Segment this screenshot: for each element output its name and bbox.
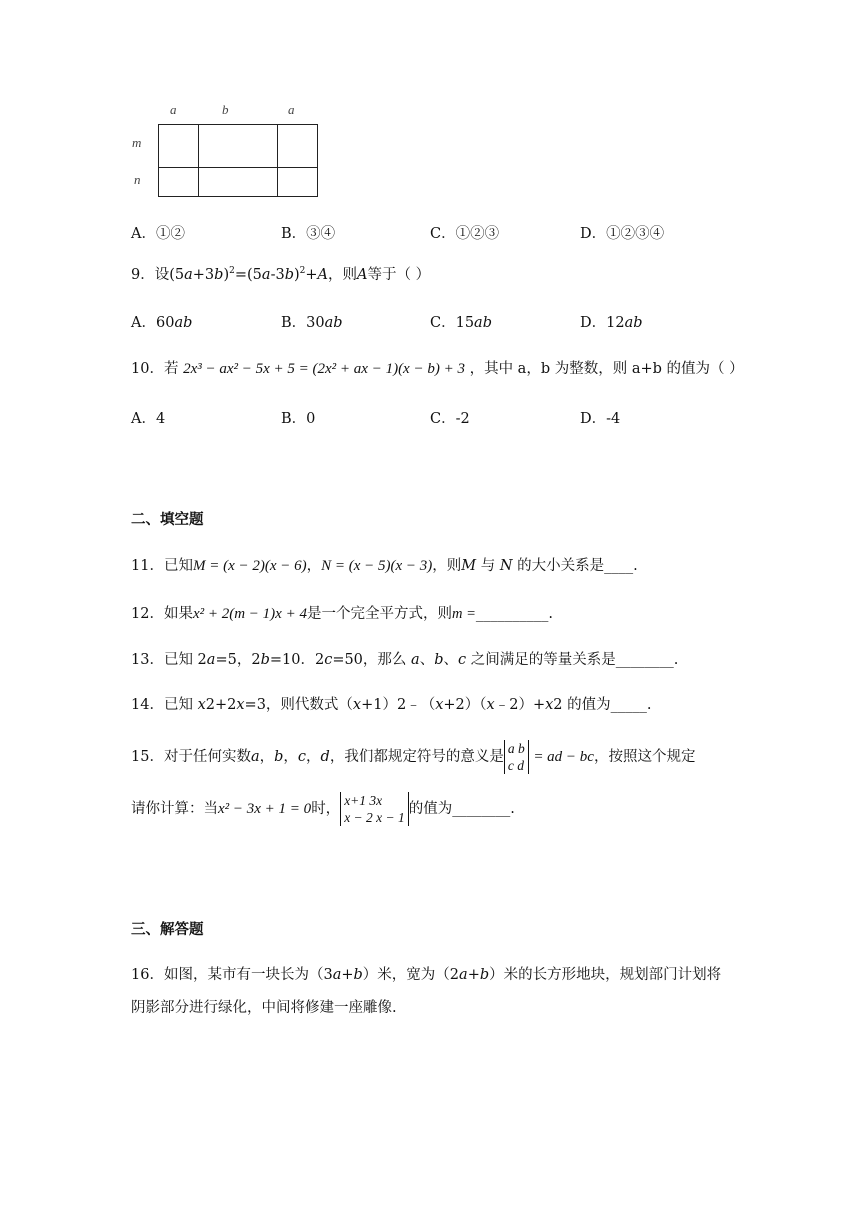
q14-var-x: x	[435, 697, 444, 713]
q15-text: ，按照这个规定	[593, 749, 696, 765]
q10-option-b: B．0	[281, 411, 316, 427]
q10-text: ，其中 a，b 为整数，则 a+b 的值为（ ）	[469, 361, 744, 377]
q15-det1-row2: c d	[507, 758, 524, 773]
q9-exponent: 2	[229, 266, 235, 276]
q10-equation: 2x³ − ax² − 5x + 5 = (2x² + ax − 1)(x − b) + 3	[183, 361, 465, 377]
q11-var-M: M	[461, 558, 477, 574]
q15-stem-line1	[131, 740, 695, 774]
q15-var-a: a	[250, 749, 260, 765]
q9-text: )	[223, 267, 230, 283]
q14-var-x: x	[352, 697, 362, 713]
q15-var-b: b	[274, 749, 284, 765]
q9-text: 等于（ ）	[367, 267, 431, 283]
q16-stem-line1	[131, 963, 721, 984]
q10-stem	[131, 357, 744, 378]
grid-top-label-a1: a	[170, 102, 177, 117]
q16-stem-line2: 阴影部分进行绿化，中间将修建一座雕像.	[131, 1000, 397, 1016]
q15-det2-row1: x+1 3x	[344, 793, 383, 808]
q11-N-expression: N = (x − 5)(x − 3)	[321, 558, 433, 574]
q9-var-A: A	[317, 267, 329, 283]
q9-text: +3	[192, 267, 215, 283]
q12-blank: __________.	[475, 606, 553, 622]
q14-var-x: x	[236, 697, 245, 713]
q10-number: 10．若	[131, 361, 179, 377]
grid-top-label-a2: a	[288, 102, 295, 117]
q15-text: 请你计算：当	[131, 801, 218, 817]
grid-line-v4	[317, 124, 318, 197]
q11-text: 的大小关系是____.	[512, 558, 638, 574]
q11-M-expression: M = (x − 2)(x − 6)	[192, 558, 307, 574]
q14-var-x: x	[486, 697, 495, 713]
section-title-solve: 三、解答题	[131, 921, 204, 938]
q9-text: =(5	[234, 267, 262, 283]
q15-definition-rhs: = ad − bc	[533, 749, 594, 765]
q9-exponent: 2	[299, 266, 306, 276]
grid-line-v3	[277, 124, 278, 197]
q8-option-c: C．①②③	[430, 226, 500, 242]
q9-option-c: C．15ab	[430, 315, 492, 331]
q13-var-b: b	[434, 652, 444, 668]
q14-text: 2+2	[205, 697, 237, 713]
grid-figure	[128, 100, 328, 200]
q14-text: =3，则代数式（	[244, 697, 353, 713]
q9-var-A: A	[357, 267, 368, 283]
q11-separator: ，	[306, 558, 322, 574]
grid-line-v2	[198, 124, 199, 197]
q15-comma: ，	[306, 749, 321, 765]
q9-text: +	[305, 267, 318, 283]
q12-stem	[131, 602, 553, 623]
q13-var-a: a	[206, 652, 216, 668]
q15-blank: 的值为________.	[408, 801, 515, 817]
q15-comma: ，	[283, 749, 298, 765]
q13-text: 、	[419, 652, 435, 668]
q12-var-m: m =	[451, 606, 476, 622]
q15-var-c: c	[297, 749, 307, 765]
q14-text: +2）（	[443, 697, 487, 713]
q13-var-b: b	[260, 652, 270, 668]
q16-text: ）米，宽为（2	[362, 967, 460, 983]
q13-text: =50，那么	[332, 652, 412, 668]
grid-line-top	[158, 124, 318, 125]
q14-stem	[131, 693, 651, 714]
grid-side-label-n: n	[134, 172, 141, 187]
q9-option-a: A．60ab	[131, 315, 193, 331]
q14-text: 2 的值为_____.	[553, 697, 652, 713]
q16-text: +	[341, 967, 354, 983]
q16-var-b: b	[479, 967, 490, 983]
q15-stem-line2	[131, 792, 515, 826]
q16-var-a: a	[332, 967, 342, 983]
q10-option-d: D．-4	[580, 411, 621, 427]
q15-det2-row2: x − 2 x − 1	[344, 810, 405, 825]
q13-stem	[131, 648, 678, 669]
q15-determinant-expression	[340, 792, 409, 826]
q9-option-b: B．30ab	[281, 315, 343, 331]
q14-text: ﹣2）+	[494, 697, 546, 713]
q16-text: +	[467, 967, 480, 983]
grid-line-bottom	[158, 196, 318, 197]
grid-top-label-b: b	[222, 102, 229, 117]
q8-option-d: D．①②③④	[580, 226, 665, 242]
q13-text: =10．2	[269, 652, 325, 668]
q9-option-d: D．12ab	[580, 315, 643, 331]
q13-text: 、	[443, 652, 458, 668]
q14-var-x: x	[545, 697, 554, 713]
q13-var-a: a	[411, 652, 420, 668]
q9-text: -3	[270, 267, 285, 283]
q10-option-c: C．-2	[430, 411, 470, 427]
q14-var-x: x	[197, 697, 206, 713]
q16-text: 16．如图，某市有一块长为（3	[131, 967, 333, 983]
section-title-fill-blank: 二、填空题	[131, 511, 204, 528]
q11-number: 11．已知	[131, 558, 193, 574]
q16-var-a: a	[459, 967, 468, 983]
q15-text: ，我们都规定符号的意义是	[329, 749, 504, 765]
q9-var-b: b	[284, 267, 294, 283]
q15-var-d: d	[320, 749, 330, 765]
q12-text: 是一个完全平方式，则	[306, 606, 452, 622]
q16-var-b: b	[353, 967, 363, 983]
grid-side-label-m: m	[132, 135, 142, 150]
q13-var-c: c	[457, 652, 467, 668]
q16-text: ）米的长方形地块，规划部门计划将	[489, 967, 722, 983]
q11-var-N: N	[499, 558, 513, 574]
q9-var-a: a	[261, 267, 271, 283]
q15-text: 15．对于任何实数	[131, 749, 251, 765]
grid-line-v1	[158, 124, 159, 197]
q15-determinant-definition	[504, 740, 529, 774]
q9-stem	[131, 263, 430, 284]
q9-var-a: a	[184, 267, 193, 283]
q10-option-a: A．4	[131, 411, 166, 427]
q9-var-b: b	[214, 267, 224, 283]
q12-number: 12．如果	[131, 606, 193, 622]
q9-text: ，则	[328, 267, 358, 283]
q11-text: ，则	[432, 558, 462, 574]
q13-text: 13．已知 2	[131, 652, 207, 668]
q9-number: 9．	[131, 267, 155, 283]
q11-text: 与	[476, 558, 500, 574]
q8-option-a: A．①②	[131, 226, 185, 242]
q8-option-b: B．③④	[281, 226, 336, 242]
q15-text: 时，	[311, 801, 341, 817]
q12-expression: x² + 2(m − 1)x + 4	[192, 606, 307, 622]
q13-text: =5，2	[215, 652, 261, 668]
q15-det1-row1: a b	[507, 741, 525, 756]
grid-line-mid	[158, 167, 318, 168]
q14-text: 14．已知	[131, 697, 198, 713]
q13-var-c: c	[324, 652, 333, 668]
q14-text: +1）2﹣（	[361, 697, 436, 713]
q15-condition: x² − 3x + 1 = 0	[218, 801, 312, 817]
q9-text: )	[293, 267, 300, 283]
q13-text: 之间满足的等量关系是________.	[466, 652, 679, 668]
q9-text: 设(5	[154, 267, 185, 283]
q11-stem	[131, 554, 638, 575]
q15-comma: ，	[259, 749, 275, 765]
